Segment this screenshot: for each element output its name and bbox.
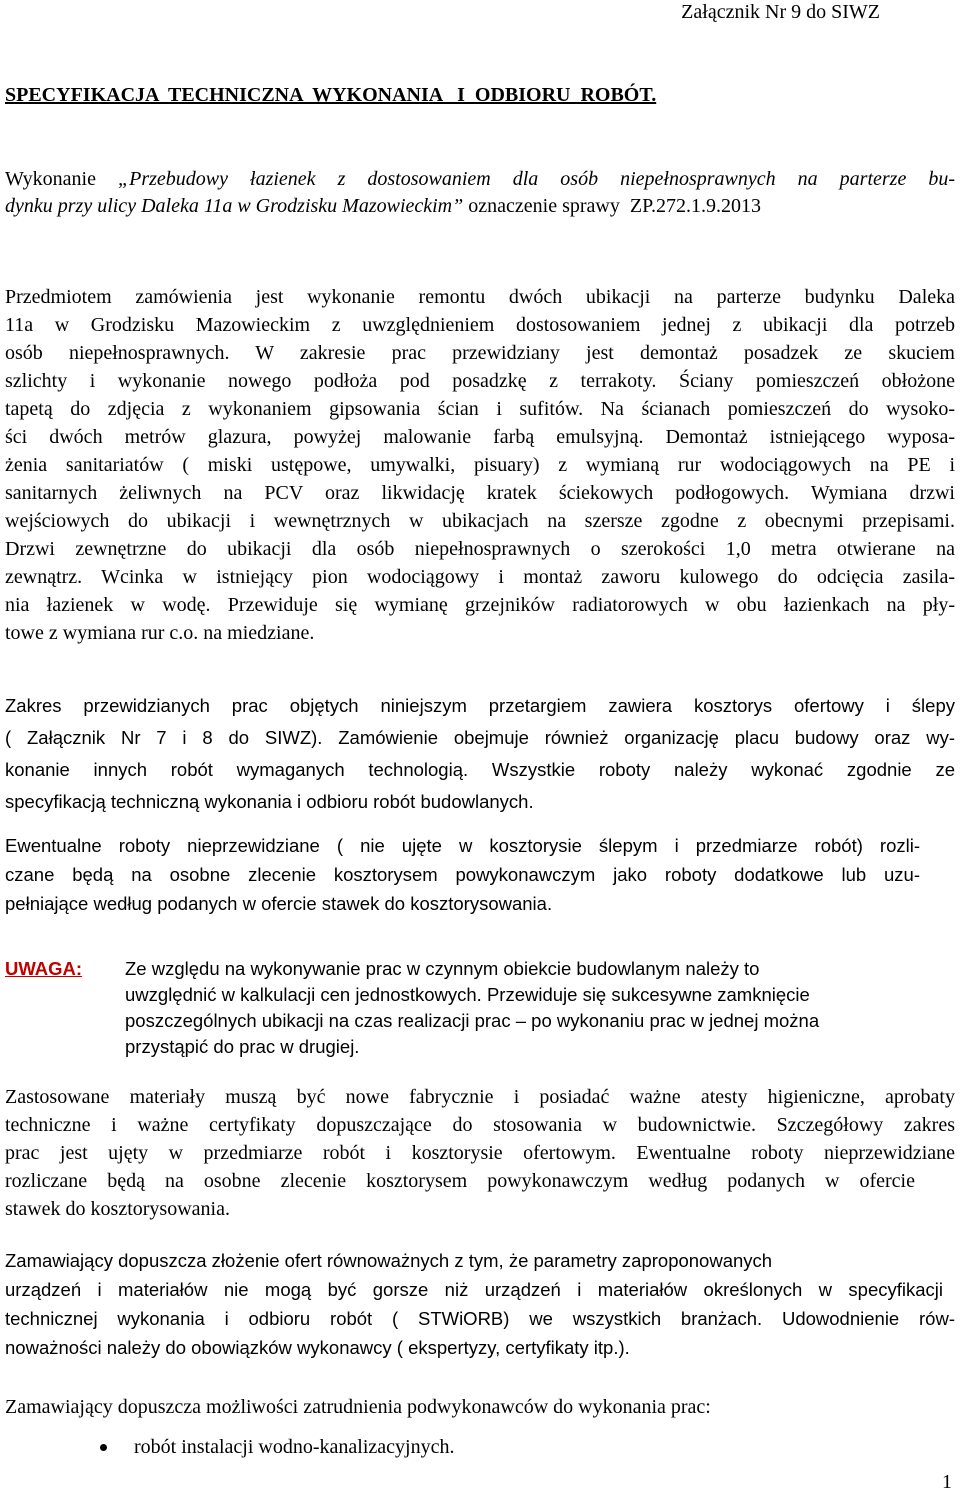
intro-line-1 [5, 166, 955, 193]
materials-line: stawek do kosztorysowania. [5, 1198, 230, 1220]
description-line: ści dwóch metrów glazura, powyżej malowanie farbą emulsyjną. Demontaż istniejącego wyposa- [5, 426, 955, 448]
document-title: SPECYFIKACJA TECHNICZNA WYKONANIA I ODBIORU ROBÓT. [5, 84, 657, 106]
subcontractors-intro: Zamawiający dopuszcza możliwości zatrudnienia podwykonawców do wykonania prac: [5, 1396, 711, 1418]
description-line: nia łazienek w wodę. Przewiduje się wymianę grzejników radiatorowych w obu łazienkach na pły- [5, 594, 955, 616]
description-line: żenia sanitariatów ( miski ustępowe, umywalki, pisuary) z wymianą rur wodociągowych na PE i [5, 454, 955, 476]
project-name-part-1: „Przebudowy łazienek z dostosowaniem dla osób niepełnosprawnych na parterze bu- [118, 168, 955, 190]
list-item-text: robót instalacji wodno-kanalizacyjnych. [134, 1436, 455, 1458]
bullet-icon [100, 1444, 107, 1451]
intro-prefix: Wykonanie [5, 168, 119, 190]
annex-label: Załącznik Nr 9 do SIWZ [681, 1, 880, 23]
scope-line: konanie innych robót wymaganych technologią. Wszystkie roboty należy wykonać zgodnie ze [5, 759, 955, 780]
equivalents-paragraph [5, 1246, 955, 1362]
equivalents-line: urządzeń i materiałów nie mogą być gorsze niż urządzeń i materiałów określonych w specyfikacji [5, 1279, 943, 1300]
page-number: 1 [942, 1471, 952, 1493]
subcontracted-works-list [100, 1434, 454, 1460]
description-line: osób niepełnosprawnych. W zakresie prac przewidziany jest demontaż posadzek ze skuciem [5, 342, 955, 364]
warning-line: uwzględnić w kalkulacji cen jednostkowych. Przewiduje się sukcesywne zamknięcie [125, 984, 810, 1005]
materials-line: Zastosowane materiały muszą być nowe fabrycznie i posiadać ważne atesty higieniczne, aprobaty [5, 1086, 955, 1108]
scope-description-paragraph [5, 283, 955, 647]
description-line: sanitarnych żeliwnych na PCV oraz likwidację kratek ściekowych podłogowych. Wymiana drzwi [5, 482, 955, 504]
warning-line: poszczególnych ubikacji na czas realizacji prac – po wykonaniu prac w jednej można [125, 1010, 820, 1031]
warning-line: Ze względu na wykonywanie prac w czynnym obiekcie budowlanym należy to [125, 958, 760, 979]
works-scope-paragraph [5, 690, 955, 818]
materials-line: prac jest ujęty w przedmiarze robót i kosztorysie ofertowym. Ewentualne roboty nieprzewidziane [5, 1142, 955, 1164]
extra-works-line: Ewentualne roboty nieprzewidziane ( nie ujęte w kosztorysie ślepym i przedmiarze robót) rozli- [5, 835, 920, 856]
description-line: Przedmiotem zamówienia jest wykonanie remontu dwóch ubikacji na parterze budynku Daleka [5, 286, 955, 308]
intro-paragraph [5, 166, 955, 220]
project-name-part-2: dynku przy ulicy Daleka 11a w Grodzisku Mazowieckim” [5, 195, 464, 217]
description-line: tapetą do zdjęcia z wykonaniem gipsowania ścian i sufitów. Na ścianach pomieszczeń do wysoko- [5, 398, 955, 420]
description-line: towe z wymiana rur c.o. na miedziane. [5, 622, 315, 644]
extra-works-line: czane będą na osobne zlecenie kosztorysem powykonawczym jako roboty dodatkowe lub uzu- [5, 864, 920, 885]
equivalents-line: noważności należy do obowiązków wykonawcy ( ekspertyzy, certyfikaty itp.). [5, 1337, 630, 1358]
equivalents-line: Zamawiający dopuszcza złożenie ofert równoważnych z tym, że parametry zaproponowanych [5, 1250, 773, 1271]
list-item [100, 1434, 454, 1460]
scope-line: specyfikacją techniczną wykonania i odbioru robót budowlanych. [5, 791, 534, 812]
extra-works-paragraph [5, 831, 955, 918]
intro-line-2 [5, 193, 955, 220]
extra-works-line: pełniające według podanych w ofercie stawek do kosztorysowania. [5, 893, 553, 914]
materials-line: rozliczane będą na osobne zlecenie kosztorysem powykonawczym według podanych w ofercie [5, 1170, 915, 1192]
warning-text [125, 956, 955, 1060]
warning-line: przystąpić do prac w drugiej. [125, 1036, 360, 1057]
scope-line: ( Załącznik Nr 7 i 8 do SIWZ). Zamówienie obejmuje również organizację placu budowy oraz wy- [5, 727, 955, 748]
warning-label: UWAGA: [5, 958, 83, 979]
description-line: Drzwi zewnętrzne do ubikacji dla osób niepełnosprawnych o szerokości 1,0 metra otwierane na [5, 538, 955, 560]
equivalents-line: technicznej wykonania i odbioru robót ( STWiORB) we wszystkich branżach. Udowodnienie rów- [5, 1308, 955, 1329]
description-line: szlichty i wykonanie nowego podłoża pod posadzkę z terrakoty. Ściany pomieszczeń obłożone [5, 370, 955, 392]
description-line: zewnątrz. Wcinka w istniejący pion wodociągowy i montaż zaworu kulowego do odcięcia zasila- [5, 566, 955, 588]
description-line: wejściowych do ubikacji i wewnętrznych w ubikacjach na szersze zgodne z obecnymi przepisami. [5, 510, 955, 532]
materials-paragraph [5, 1083, 955, 1223]
scope-line: Zakres przewidzianych prac objętych niniejszym przetargiem zawiera kosztorys ofertowy i ślepy [5, 695, 955, 716]
materials-line: techniczne i ważne certyfikaty dopuszczające do stosowania w budownictwie. Szczegółowy zakres [5, 1114, 955, 1136]
case-reference: oznaczenie sprawy ZP.272.1.9.2013 [463, 195, 761, 217]
description-line: 11a w Grodzisku Mazowieckim z uwzględnieniem dostosowaniem jednej z ubikacji dla potrzeb [5, 314, 955, 336]
